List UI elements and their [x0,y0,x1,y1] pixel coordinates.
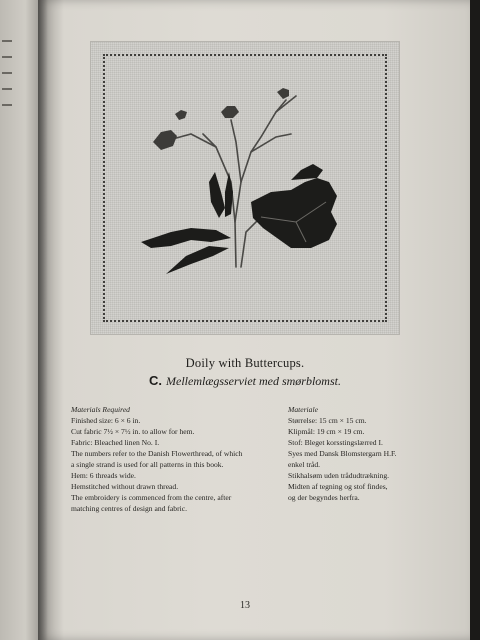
book-gutter-shadow [38,0,48,640]
stem-top-right [276,96,296,112]
leaf-center [225,172,233,217]
leaf-palmate [251,178,337,248]
buttercup-embroidery [91,42,399,334]
page-number: 13 [240,600,250,611]
facing-page-text-fragment [2,56,12,58]
stem-right [241,100,286,182]
leaf-left-bottom [166,246,229,274]
materials-english-line: Hemstitched without drawn thread. [71,482,179,491]
caption-english: Doily with Buttercups. [185,356,305,370]
materials-english-line: The embroidery is commenced from the centre, after [71,493,232,502]
materials-danish [288,404,408,503]
materials-english-line: The numbers refer to the Danish Flowerthread, of which [71,449,243,458]
pattern-letter: C. [149,373,162,388]
leaf-center-left [209,172,225,218]
facing-page-text-fragment [2,104,12,106]
facing-page-text-fragment [2,88,12,90]
materials-danish-line: Størrelse: 15 cm × 15 cm. [288,416,367,425]
caption-danish-title: Mellemlægsserviet med smørblomst. [166,374,341,388]
flower-bud-top [277,88,289,99]
flower-bud-left [175,110,187,120]
leaf-lower-left [141,228,231,248]
materials-danish-line: Stof: Bleget korsstingslærred I. [288,438,383,447]
materials-danish-line: enkel tråd. [288,460,321,469]
stem-center [231,120,241,222]
doily-photo [91,42,399,334]
materials-danish-line: Stikhalsøm uden trådudtrækning. [288,471,390,480]
materials-danish-line: Syes med Dansk Blomstergarn H.F. [288,449,397,458]
materials-danish-line: Midten af tegning og stof findes, [288,482,388,491]
facing-page-text-fragment [2,72,12,74]
materials-english-line: Fabric: Bleached linen No. I. [71,438,160,447]
materials-english-line: Hem: 6 threads wide. [71,471,136,480]
flower-bud-center [221,106,239,118]
materials-danish-line: og der begyndes herfra. [288,493,360,502]
caption-danish [100,373,390,389]
materials-english-line: a single strand is used for all patterns in this book. [71,460,224,469]
flower-left [153,130,177,150]
materials-english [71,404,271,514]
leaf-palmate-tip [291,164,323,180]
materials-english-line: matching centres of design and fabric. [71,504,187,513]
facing-page-text-fragment [2,40,12,42]
materials-english-line: Cut fabric 7½ × 7½ in. to allow for hem. [71,427,195,436]
materials-danish-heading: Materiale [288,405,318,414]
materials-english-line: Finished size: 6 × 6 in. [71,416,141,425]
materials-danish-line: Klipmål: 19 cm × 19 cm. [288,427,365,436]
materials-english-heading: Materials Required [71,405,130,414]
